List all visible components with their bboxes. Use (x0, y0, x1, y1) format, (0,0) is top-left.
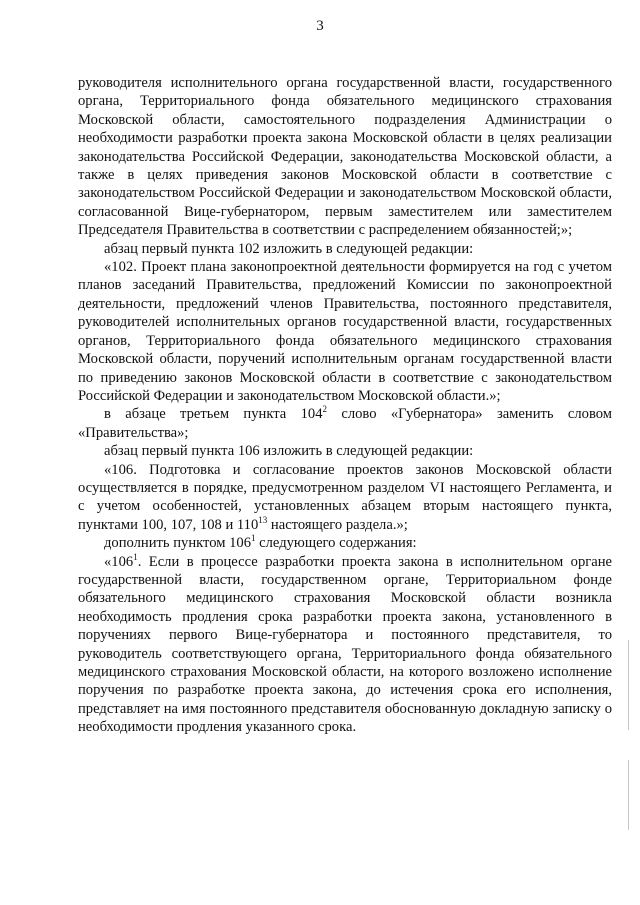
paragraph-text: «106 (104, 553, 134, 570)
scan-edge-mark (628, 760, 629, 830)
paragraph-item-106-text (78, 461, 612, 535)
paragraph-item-102-text: «102. Проект плана законопроектной деятельности формируется на год с учетом планов заседаний Правительства, предложений Комиссии по законопроектной деятельности, предложений членов Правительства, постоянного представителя, руководителей исполнительных органов государственной власти, государственных органов, Территориального фонда обязательного медицинского страхования Московской области, поручений исполнительным органам государственной власти по приведению законов Московской области в соответствие с законодательством Российской Федерации и законодательством Московской области.»; (78, 259, 612, 404)
paragraph-item-104-amendment (78, 405, 612, 442)
page-number: 3 (316, 18, 324, 34)
superscript-index: 1 (133, 551, 138, 562)
superscript-index: 13 (258, 514, 268, 525)
paragraph-continuation: руководителя исполнительного органа государственной власти, государственного органа, Территориального фонда обязательного медицинского страхования Московской области, самостоятельного подразделения Администрации о необходимости разработки проекта закона Московской области в целях реализации законодательства Российской Федерации, законодательства Московской области, а также в целях приведения законов Московской области в соответствие с законодательством Российской Федерации и законодательством Московской области, согласованной Вице-губернатором, первым заместителем или заместителем Председателя Правительства в соответствии с распределением обязанностей;»; (78, 75, 612, 239)
paragraph-item-106-1-intro (78, 534, 612, 552)
paragraph-text: настоящего раздела.»; (267, 516, 408, 533)
superscript-index: 1 (251, 533, 256, 544)
paragraph-item-106-1-text (78, 553, 612, 737)
paragraph-item-106-intro: абзац первый пункта 106 изложить в следующей редакции: (104, 443, 474, 460)
scan-edge-mark (628, 640, 629, 730)
paragraph-item-102-intro: абзац первый пункта 102 изложить в следующей редакции: (104, 240, 474, 257)
paragraph-text: дополнить пунктом 106 (104, 535, 252, 552)
paragraph-text: «106. Подготовка и согласование проектов законов Московской области осуществляется в порядке, предусмотренном разделом VI настоящего Регламента, и с учетом особенностей, установленных абзацем вторым настоящего пункта, пунктами 100, 107, 108 и 110 (78, 461, 612, 533)
document-body (78, 74, 612, 737)
paragraph-text: следующего содержания: (255, 535, 417, 552)
paragraph-text: . Если в процессе разработки проекта закона в исполнительном органе государственной власти, государственном органе, Территориальном фонде обязательного медицинского страхования Московской области возникла необходимость продления срока разработки проекта закона, установленного в поручениях первого Вице-губернатора и постоянного представителя, то руководитель соответствующего органа, Территориального фонда обязательного медицинского страхования Московской области, на которого возложено исполнение поручения по разработке проекта закона, до истечения срока его исполнения, представляет на имя постоянного представителя обоснованную докладную записку о необходимости продления указанного срока. (78, 553, 612, 736)
paragraph-text: в абзаце третьем пункта 104 (104, 406, 323, 423)
paragraph-text: слово «Губернатора» заменить словом «Правительства»; (78, 406, 612, 441)
superscript-index: 2 (322, 404, 328, 415)
